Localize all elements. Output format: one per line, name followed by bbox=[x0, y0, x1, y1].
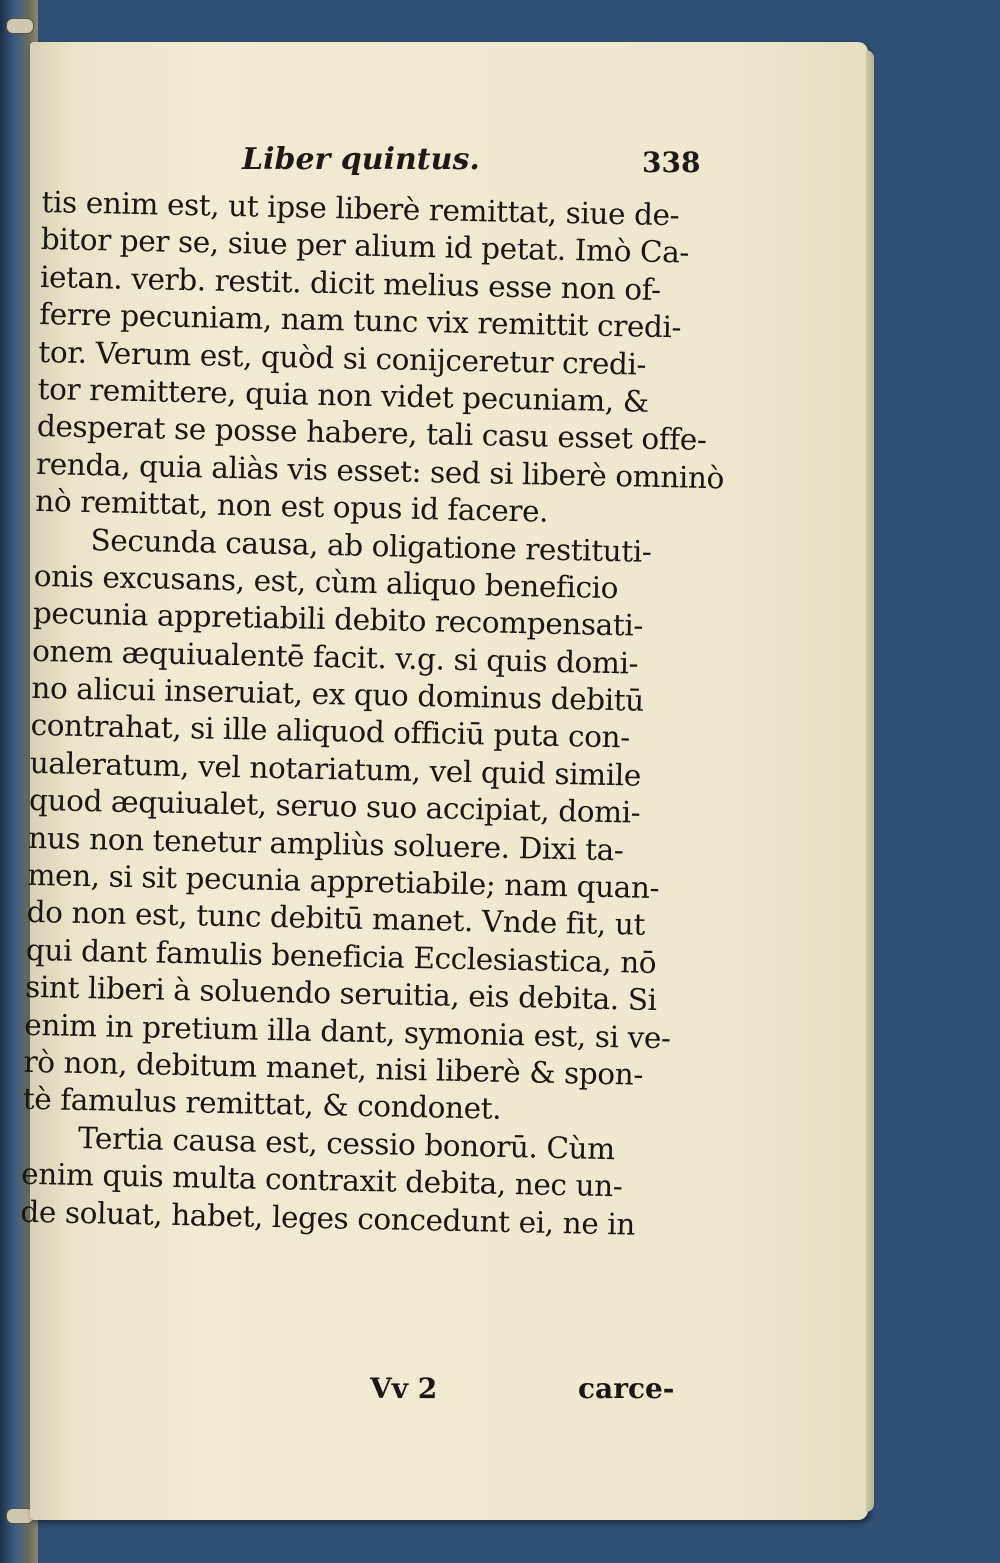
text-line: pecunia appretiabili debito recompensati- bbox=[32, 596, 644, 643]
text-line: tor remittere, quia non videt pecuniam, & bbox=[37, 371, 650, 419]
text-line: enim in pretium illa dant, symonia est, si ve- bbox=[24, 1007, 671, 1055]
text-line: tor. Verum est, quòd si conijceretur credi- bbox=[38, 334, 647, 382]
catchword: carce- bbox=[578, 1372, 675, 1405]
book-page bbox=[20, 42, 868, 1520]
text-line: desperat se posse habere, tali casu esset offe- bbox=[36, 409, 707, 458]
binding-cord bbox=[6, 18, 34, 34]
text-line: bitor per se, siue per alium id petat. Imò Ca- bbox=[40, 222, 690, 270]
text-line: rò non, debitum manet, nisi liberè & spon- bbox=[23, 1044, 644, 1092]
text-line: nus non tenetur ampliùs soluere. Dixi ta- bbox=[27, 820, 624, 867]
text-line: Tertia causa est, cessio bonorū. Cùm bbox=[77, 1120, 616, 1166]
page-footer bbox=[30, 1372, 868, 1412]
text-line: onis excusans, est, cùm aliquo beneficio bbox=[33, 558, 619, 606]
text-line: enim quis multa contraxit debita, nec un- bbox=[20, 1156, 623, 1204]
text-line: tè famulus remittat, & condonet. bbox=[22, 1082, 502, 1127]
running-head bbox=[30, 142, 868, 182]
text-line: do non est, tunc debitū manet. Vnde fit, ut bbox=[26, 895, 646, 943]
text-line: qui dant famulis beneficia Ecclesiastica, nō bbox=[25, 932, 657, 980]
body-text bbox=[20, 184, 725, 1245]
text-line: no alicui inseruiat, ex quo dominus debitū bbox=[31, 670, 645, 718]
text-line: men, si sit pecunia appretiabile; nam quan- bbox=[27, 857, 660, 906]
text-line: renda, quia aliàs vis esset: sed si liberè omninò bbox=[35, 446, 725, 496]
text-line: ferre pecuniam, nam tunc vix remittit credi- bbox=[38, 297, 682, 345]
running-title: Liber quintus. bbox=[242, 142, 480, 177]
text-line: contrahat, si ille aliquod officiū puta con- bbox=[30, 708, 631, 755]
text-line: onem æquiualentē facit. v.g. si quis domi- bbox=[31, 633, 639, 681]
text-line: nò remittat, non est opus id facere. bbox=[35, 484, 549, 529]
text-line: de soluat, habet, leges concedunt ei, ne in bbox=[20, 1194, 636, 1242]
signature-mark: Vv 2 bbox=[370, 1372, 438, 1405]
text-line: ietan. verb. restit. dicit melius esse non of- bbox=[39, 259, 662, 307]
page-number: 338 bbox=[642, 146, 701, 179]
text-line: Secunda causa, ab oligatione restituti- bbox=[90, 522, 652, 569]
page-edge bbox=[866, 50, 874, 1512]
text-line: sint liberi à soluendo seruitia, eis debita. Si bbox=[24, 970, 657, 1018]
text-line: ualeratum, vel notariatum, vel quid simile bbox=[29, 745, 642, 793]
text-line: tis enim est, ut ipse liberè remittat, siue de- bbox=[41, 184, 680, 233]
text-line: quod æquiualet, seruo suo accipiat, domi- bbox=[28, 783, 641, 830]
